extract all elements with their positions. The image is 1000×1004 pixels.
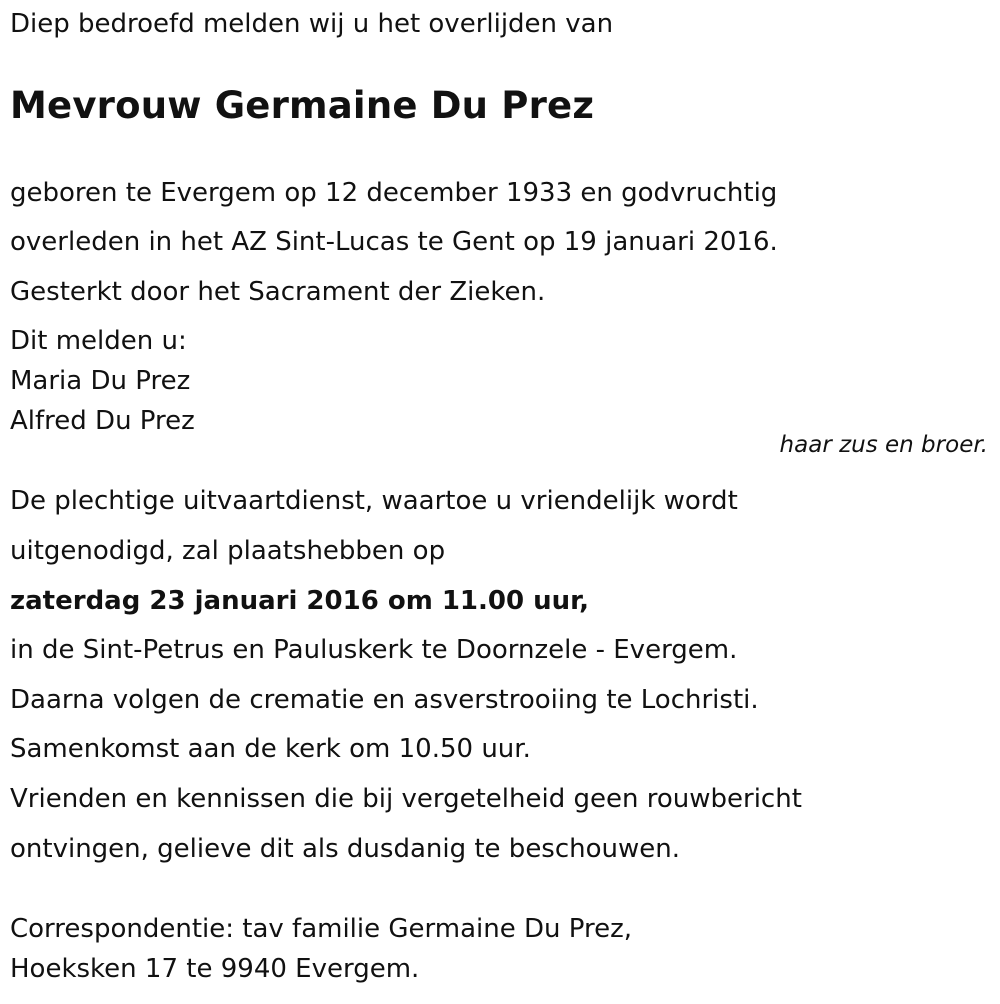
gathering-text: Samenkomst aan de kerk om 10.50 uur. [10, 734, 531, 764]
birth-text-line-1: geboren te Evergem op 12 december 1933 en godvruchtig [10, 178, 778, 208]
relation-text: haar zus en broer. [779, 432, 988, 458]
birth-text-line-2: overleden in het AZ Sint-Lucas te Gent op 19 januari 2016. [10, 227, 778, 257]
service-text-line-2: uitgenodigd, zal plaatshebben op [10, 536, 446, 566]
cremation-text: Daarna volgen de crematie en asverstrooiing te Lochristi. [10, 685, 759, 715]
service-datetime: zaterdag 23 januari 2016 om 11.00 uur, [10, 586, 590, 616]
notice-text-line-2: ontvingen, gelieve dit als dusdanig te beschouwen. [10, 834, 681, 864]
correspondence-line-1: Correspondentie: tav familie Germaine Du Prez, [10, 914, 632, 944]
sacrament-text: Gesterkt door het Sacrament der Zieken. [10, 277, 546, 307]
announcer-name: Maria Du Prez [10, 366, 191, 396]
announcers-label: Dit melden u: [10, 326, 187, 356]
announcer-name: Alfred Du Prez [10, 406, 195, 436]
notice-text-line-1: Vrienden en kennissen die bij vergetelheid geen rouwbericht [10, 784, 802, 814]
service-text-line-1: De plechtige uitvaartdienst, waartoe u vriendelijk wordt [10, 486, 738, 516]
correspondence-address: Hoeksken 17 te 9940 Evergem. [10, 954, 420, 984]
service-location: in de Sint-Petrus en Pauluskerk te Doornzele - Evergem. [10, 635, 738, 665]
intro-text: Diep bedroefd melden wij u het overlijden van [10, 9, 614, 39]
deceased-name-heading: Mevrouw Germaine Du Prez [10, 84, 595, 127]
